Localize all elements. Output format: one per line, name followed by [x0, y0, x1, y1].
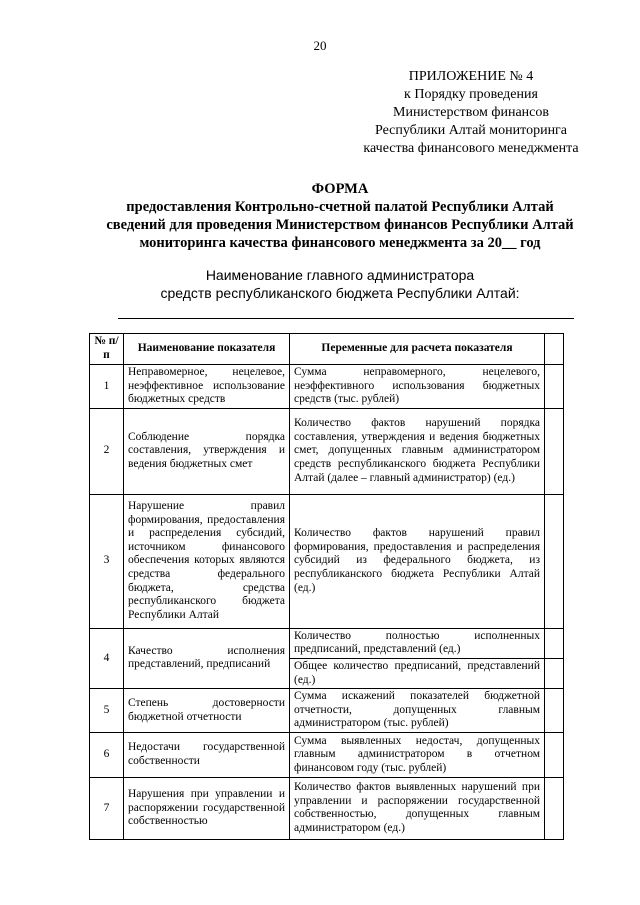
header-extra — [545, 334, 564, 365]
row-variable: Общее количество предписаний, представлений (ед.) — [290, 658, 545, 688]
row-indicator: Соблюдение порядка составления, утверждения и ведения бюджетных смет — [124, 408, 290, 494]
administrator-fill-line — [118, 318, 574, 319]
header-variables: Переменные для расчета показателя — [290, 334, 545, 365]
row-extra-cell — [545, 365, 564, 409]
row-variable: Количество фактов нарушений правил формирования, предоставления и распределения субсидий из федерального бюджета, из республиканского бюджета Республики Алтай (ед.) — [290, 494, 545, 628]
table-row — [90, 628, 564, 658]
row-num: 5 — [90, 689, 124, 733]
table-row — [90, 689, 564, 733]
row-indicator: Недостачи государственной собственности — [124, 732, 290, 777]
row-variable: Сумма неправомерного, нецелевого, неэффективного использования бюджетных средств (тыс. рублей) — [290, 365, 545, 409]
page-number: 20 — [313, 38, 327, 53]
appendix-line: качества финансового менеджмента — [363, 141, 579, 156]
appendix-line: Республики Алтай мониторинга — [374, 123, 568, 138]
row-extra-cell — [545, 494, 564, 628]
table-row — [90, 365, 564, 409]
appendix-line: к Порядку проведения — [404, 87, 538, 102]
table-row — [90, 494, 564, 628]
row-extra-cell — [545, 408, 564, 494]
row-extra-cell — [545, 628, 564, 658]
appendix-line: Министерством финансов — [393, 105, 549, 120]
table-row — [90, 732, 564, 777]
row-num: 1 — [90, 365, 124, 409]
row-extra-cell — [545, 777, 564, 839]
row-indicator: Нарушения при управлении и распоряжении государственной собственностью — [124, 777, 290, 839]
row-num: 2 — [90, 408, 124, 494]
row-indicator: Нарушение правил формирования, предоставления и распределения субсидий, источником финансового обеспечения которых являются средства федерального бюджета, средства республиканского бюджета Республики Алтай — [124, 494, 290, 628]
form-title — [40, 180, 640, 252]
row-num: 6 — [90, 732, 124, 777]
table-row — [90, 777, 564, 839]
row-indicator: Качество исполнения представлений, предписаний — [124, 628, 290, 688]
row-variable: Сумма искажений показателей бюджетной отчетности, допущенных главным администратором (тыс. рублей) — [290, 689, 545, 733]
row-num: 3 — [90, 494, 124, 628]
header-indicator: Наименование показателя — [124, 334, 290, 365]
appendix-line: ПРИЛОЖЕНИЕ № 4 — [408, 69, 534, 84]
row-extra-cell — [545, 689, 564, 733]
appendix-block — [330, 68, 612, 158]
form-title-line: сведений для проведения Министерством финансов Республики Алтай — [106, 217, 574, 233]
row-variable: Сумма выявленных недостач, допущенных главным администратором в отчетном финансовом году (тыс. рублей) — [290, 732, 545, 777]
form-title-line: мониторинга качества финансового менеджмента за 20__ год — [139, 235, 541, 251]
administrator-line: Наименование главного администратора — [205, 267, 475, 283]
header-num: № п/п — [90, 334, 124, 365]
form-title-line: предоставления Контрольно-счетной палатой Республики Алтай — [126, 199, 554, 215]
row-indicator: Неправомерное, нецелевое, неэффективное использование бюджетных средств — [124, 365, 290, 409]
row-indicator: Степень достоверности бюджетной отчетности — [124, 689, 290, 733]
row-variable: Количество фактов нарушений порядка составления, утверждения и ведения бюджетных смет, допущенных главным администратором средств республиканского бюджета Республики Алтай (далее – главный администратор) (ед.) — [290, 408, 545, 494]
row-extra-cell — [545, 732, 564, 777]
table-row — [90, 408, 564, 494]
row-extra-cell — [545, 658, 564, 688]
row-variable: Количество фактов выявленных нарушений при управлении и распоряжении государственной собственностью, допущенных главным администратором (ед.) — [290, 777, 545, 839]
row-num: 4 — [90, 628, 124, 688]
row-num: 7 — [90, 777, 124, 839]
form-title-heading: ФОРМА — [311, 181, 369, 197]
administrator-label — [80, 266, 600, 302]
administrator-line: средств республиканского бюджета Республики Алтай: — [160, 285, 520, 301]
indicators-table — [89, 333, 564, 840]
row-variable: Количество полностью исполненных предписаний, представлений (ед.) — [290, 628, 545, 658]
